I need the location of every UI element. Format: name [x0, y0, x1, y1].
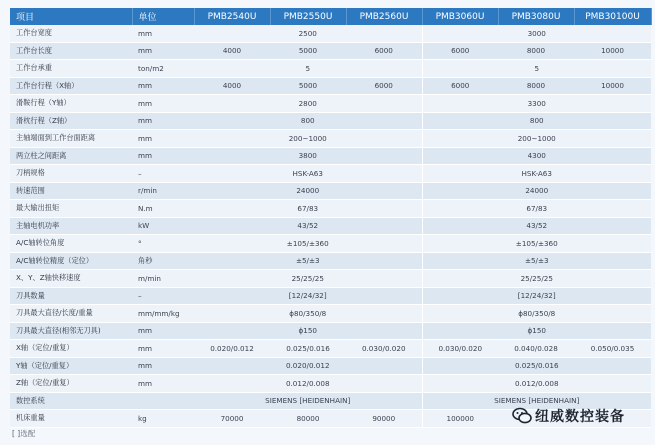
table-row — [10, 130, 651, 148]
row-value: 200~1000 — [422, 130, 651, 148]
row-value: 67/83 — [194, 200, 422, 218]
row-item-label: 工作台长度 — [10, 42, 132, 60]
row-value: 800 — [422, 112, 651, 130]
row-unit: mm — [132, 112, 194, 130]
row-item-label: X轴（定位/重复） — [10, 340, 132, 358]
row-value: 0.050/0.035 — [574, 340, 651, 358]
row-value: 6000 — [422, 77, 498, 95]
row-unit: kg — [132, 410, 194, 428]
row-value: 0.020/0.012 — [194, 340, 270, 358]
table-row — [10, 60, 651, 78]
header-model: PMB3080U — [498, 8, 574, 25]
row-item-label: 主轴端面到工作台面距离 — [10, 130, 132, 148]
row-unit: mm — [132, 375, 194, 393]
row-value: 4000 — [194, 42, 270, 60]
row-unit: kW — [132, 217, 194, 235]
row-item-label: 数控系统 — [10, 392, 132, 410]
row-value: 4000 — [194, 77, 270, 95]
table-row — [10, 217, 651, 235]
row-item-label: 刀柄规格 — [10, 165, 132, 183]
row-value: 4300 — [422, 147, 651, 165]
row-unit: 角秒 — [132, 252, 194, 270]
header-item: 项目 — [10, 8, 132, 25]
row-value: 0.020/0.012 — [194, 357, 422, 375]
header-model: PMB3060U — [422, 8, 498, 25]
row-value: 6000 — [346, 42, 422, 60]
row-item-label: X、Y、Z轴快移速度 — [10, 270, 132, 288]
row-value: 8000 — [498, 77, 574, 95]
header-model: PMB30100U — [574, 8, 651, 25]
row-value: 25/25/25 — [194, 270, 422, 288]
row-value: 6000 — [422, 42, 498, 60]
row-item-label: Z轴（定位/重复） — [10, 375, 132, 393]
row-unit: mm — [132, 25, 194, 42]
row-item-label: 最大输出扭矩 — [10, 200, 132, 218]
table-row — [10, 235, 651, 253]
row-item-label: 机床重量 — [10, 410, 132, 428]
row-unit: mm — [132, 357, 194, 375]
row-unit: mm — [132, 147, 194, 165]
row-value: 0.025/0.016 — [270, 340, 346, 358]
row-value: 6000 — [346, 77, 422, 95]
row-value: SIEMENS [HEIDENHAIN] — [194, 392, 422, 410]
row-value: [12/24/32] — [194, 287, 422, 305]
row-value: 5 — [422, 60, 651, 78]
row-item-label: Y轴（定位/重复） — [10, 357, 132, 375]
table-row — [10, 357, 651, 375]
row-unit: mm — [132, 77, 194, 95]
row-value: 8000 — [498, 42, 574, 60]
row-item-label: 刀具数量 — [10, 287, 132, 305]
table-row — [10, 147, 651, 165]
watermark-text: 纽威数控装备 — [535, 409, 625, 425]
row-value: 2500 — [194, 25, 422, 42]
table-row — [10, 95, 651, 113]
row-value: ϕ80/350/8 — [194, 305, 422, 323]
header-unit: 单位 — [132, 8, 194, 25]
row-value: ±105/±360 — [194, 235, 422, 253]
row-value: 0.012/0.008 — [194, 375, 422, 393]
table-row — [10, 165, 651, 183]
table-row — [10, 252, 651, 270]
row-value: 43/52 — [422, 217, 651, 235]
row-value: 0.040/0.028 — [498, 340, 574, 358]
row-value: 67/83 — [422, 200, 651, 218]
row-value: ±105/±360 — [422, 235, 651, 253]
row-item-label: 主轴电机功率 — [10, 217, 132, 235]
header-model: PMB2560U — [346, 8, 422, 25]
row-item-label: 工作台宽度 — [10, 25, 132, 42]
row-value: 100000 — [422, 410, 498, 428]
row-value: 5000 — [270, 77, 346, 95]
row-item-label: A/C轴转位精度（定位） — [10, 252, 132, 270]
row-value: 70000 — [194, 410, 270, 428]
row-unit: mm — [132, 130, 194, 148]
optional-note: [ ]选配 — [12, 429, 36, 438]
row-item-label: 工作台行程（X轴） — [10, 77, 132, 95]
row-value: 800 — [194, 112, 422, 130]
row-value: 0.030/0.020 — [422, 340, 498, 358]
table-row — [10, 200, 651, 218]
row-value: SIEMENS [HEIDENHAIN] — [422, 392, 651, 410]
row-unit — [132, 392, 194, 410]
header-model: PMB2540U — [194, 8, 270, 25]
table-header-row — [10, 8, 651, 25]
table-row — [10, 305, 651, 323]
table-row — [10, 287, 651, 305]
row-value: 24000 — [194, 182, 422, 200]
row-value: 3800 — [194, 147, 422, 165]
row-unit: N.m — [132, 200, 194, 218]
row-value: ±5/±3 — [194, 252, 422, 270]
row-value: 3000 — [422, 25, 651, 42]
row-unit: mm — [132, 322, 194, 340]
table-row — [10, 322, 651, 340]
row-value: HSK-A63 — [194, 165, 422, 183]
row-item-label: 刀具最大直径/长度/重量 — [10, 305, 132, 323]
row-value: 0.030/0.020 — [346, 340, 422, 358]
row-unit: mm — [132, 340, 194, 358]
row-value: 2800 — [194, 95, 422, 113]
table-row — [10, 270, 651, 288]
row-unit: – — [132, 287, 194, 305]
row-value: 3300 — [422, 95, 651, 113]
table-row — [10, 340, 651, 358]
row-value: 43/52 — [194, 217, 422, 235]
row-unit: mm — [132, 95, 194, 113]
row-item-label: 刀具最大直径(相邻无刀具) — [10, 322, 132, 340]
row-value: 0.025/0.016 — [422, 357, 651, 375]
row-value: ±5/±3 — [422, 252, 651, 270]
row-unit: mm/mm/kg — [132, 305, 194, 323]
table-body — [10, 25, 651, 427]
row-value: [12/24/32] — [422, 287, 651, 305]
spec-table — [10, 8, 652, 428]
row-item-label: 滑枕行程（Z轴） — [10, 112, 132, 130]
row-value: 10000 — [574, 77, 651, 95]
row-unit: ° — [132, 235, 194, 253]
row-value: HSK-A63 — [422, 165, 651, 183]
row-value: ϕ80/350/8 — [422, 305, 651, 323]
row-value: 80000 — [270, 410, 346, 428]
row-unit: m/min — [132, 270, 194, 288]
row-value: 5000 — [270, 42, 346, 60]
table-row — [10, 77, 651, 95]
row-item-label: 工作台承重 — [10, 60, 132, 78]
row-value: 0.012/0.008 — [422, 375, 651, 393]
table-row — [10, 112, 651, 130]
row-item-label: 滑鞍行程（Y轴） — [10, 95, 132, 113]
row-unit: r/min — [132, 182, 194, 200]
row-unit: – — [132, 165, 194, 183]
row-value: 90000 — [346, 410, 422, 428]
table-row — [10, 182, 651, 200]
row-value: ϕ150 — [194, 322, 422, 340]
row-item-label: A/C轴转位角度 — [10, 235, 132, 253]
table-row — [10, 42, 651, 60]
row-value: 10000 — [574, 42, 651, 60]
row-value: 25/25/25 — [422, 270, 651, 288]
row-item-label: 转速范围 — [10, 182, 132, 200]
table-row — [10, 25, 651, 42]
row-value: 24000 — [422, 182, 651, 200]
watermark — [512, 406, 625, 426]
row-value: 5 — [194, 60, 422, 78]
table-row — [10, 375, 651, 393]
row-item-label: 两立柱之间距离 — [10, 147, 132, 165]
row-value: 200~1000 — [194, 130, 422, 148]
wechat-icon — [512, 407, 532, 425]
header-model: PMB2550U — [270, 8, 346, 25]
row-value: ϕ150 — [422, 322, 651, 340]
row-unit: mm — [132, 42, 194, 60]
row-unit: ton/m2 — [132, 60, 194, 78]
